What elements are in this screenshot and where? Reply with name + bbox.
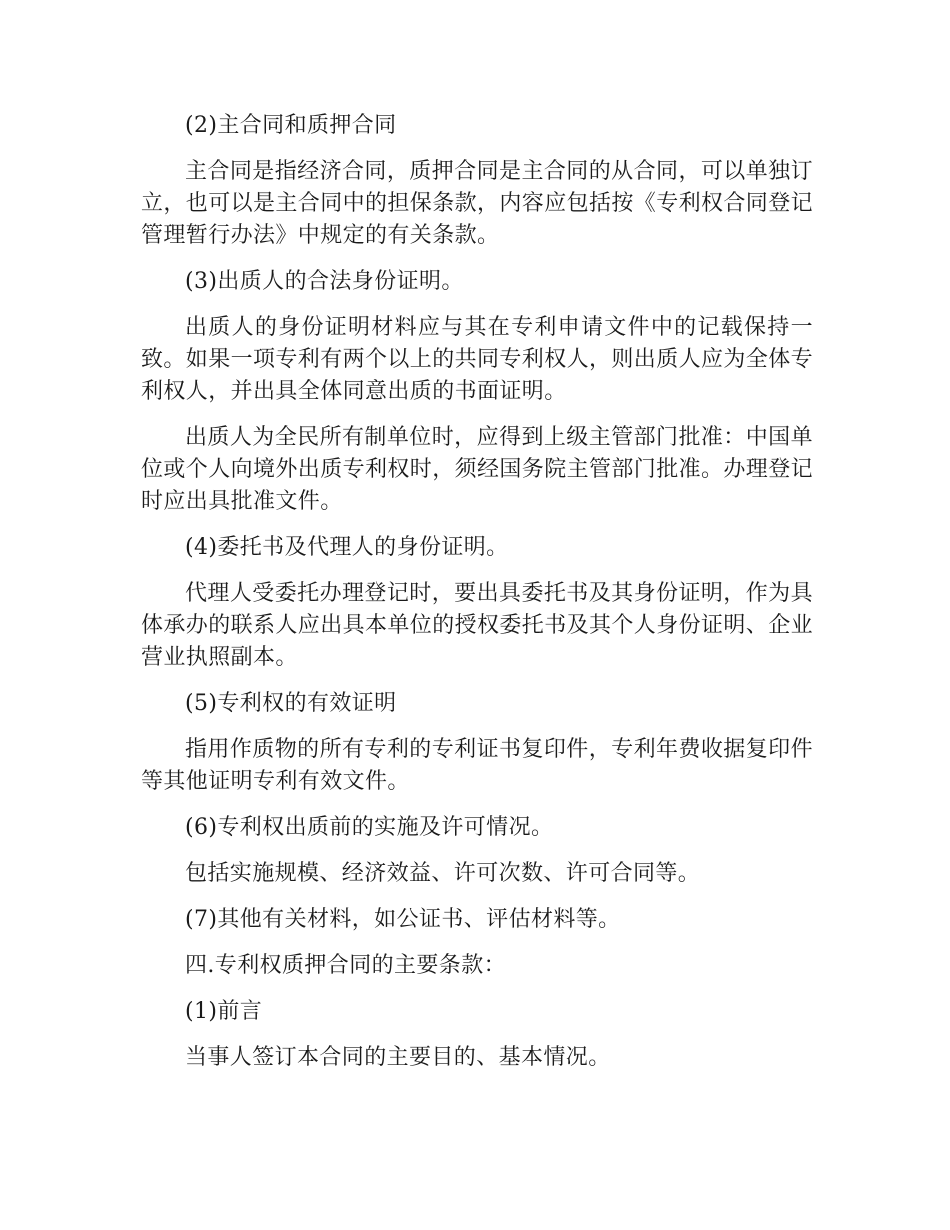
body-paragraph: 出质人为全民所有制单位时，应得到上级主管部门批准：中国单位或个人向境外出质专利权时，须经国务院主管部门批准。办理登记时应出具批准文件。 (141, 425, 814, 514)
section-heading: (7)其他有关材料，如公证书、评估材料等。 (185, 907, 621, 932)
section-heading: (6)专利权出质前的实施及许可情况。 (185, 815, 554, 840)
body-paragraph: 当事人签订本合同的主要目的、基本情况。 (185, 1045, 611, 1070)
body-paragraph: 代理人受委托办理登记时，要出具委托书及其身份证明，作为具体承办的联系人应出具本单位的授权委托书及其个人身份证明、企业营业执照副本。 (141, 581, 814, 670)
section-heading: (1)前言 (185, 999, 263, 1024)
body-paragraph: 指用作质物的所有专利的专利证书复印件，专利年费收据复印件等其他证明专利有效文件。 (141, 737, 813, 794)
body-paragraph: 出质人的身份证明材料应与其在专利申请文件中的记载保持一致。如果一项专利有两个以上的共同专利权人，则出质人应为全体专利权人，并出具全体同意出质的书面证明。 (141, 315, 814, 404)
section-heading: (4)委托书及代理人的身份证明。 (185, 535, 509, 560)
body-paragraph: 包括实施规模、经济效益、许可次数、许可合同等。 (185, 861, 701, 886)
section-heading: (2)主合同和质押合同 (185, 113, 397, 138)
section-heading: (5)专利权的有效证明 (185, 691, 397, 716)
document-body (141, 110, 813, 1088)
section-heading: 四.专利权质押合同的主要条款： (185, 953, 506, 978)
section-heading: (3)出质人的合法身份证明。 (185, 269, 464, 294)
body-paragraph: 主合同是指经济合同，质押合同是主合同的从合同，可以单独订立，也可以是主合同中的担保条款，内容应包括按《专利权合同登记管理暂行办法》中规定的有关条款。 (141, 159, 814, 248)
